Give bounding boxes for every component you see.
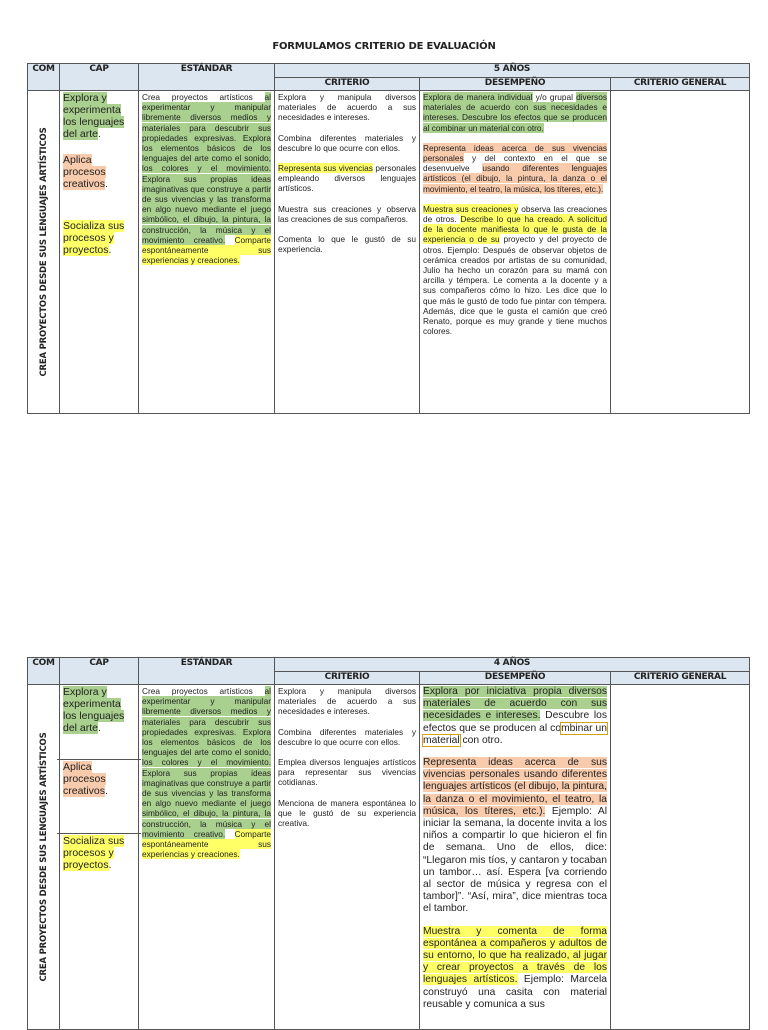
capacidades-cell (60, 685, 139, 1030)
criterio-general-cell[interactable] (611, 685, 750, 1030)
criterio-item: Combina diferentes materiales y descubre lo que ocurre con ellos. (278, 726, 416, 747)
estandar-cell (139, 685, 275, 1030)
estandar-text: Crea proyectos artísticos al experimentar y manipular libremente diversos medios y materiales para descubrir sus propiedades expresivas. Explora los elementos básicos de los lenguajes del arte como el sonido, los colores y el movimiento. Explora sus propias ideas imaginativas que construye a partir de sus vivencias y las transforma en algo nuevo mediante el juego simbólico, el dibujo, la pintura, la construcción, la música y el movimiento creativo. Comparte espontáneamente sus experiencias y creaciones. (142, 92, 271, 266)
competencia-cell (28, 685, 60, 1030)
estandar-cell (139, 91, 275, 414)
cap-explora: Explora y experimenta los lenguajes del arte. (63, 92, 125, 140)
desempeno-paragraph: Representa ideas acerca de sus vivencias personales y del contexto en el que se desenvuelve usando diferentes lenguajes artísticos (el dibujo, la pintura, la danza o el movimiento, el teatro, la música, los títeres, etc.). (423, 142, 607, 194)
header-desempeno: DESEMPEÑO (420, 672, 611, 685)
criterio-item: Comenta lo que le gustó de su experiencia. (278, 234, 416, 255)
criterio-item: Representa sus vivencias personales empleando diversos lenguajes artísticos. (278, 163, 416, 194)
cap-socializa: Socializa sus procesos y proyectos. (63, 220, 125, 256)
desempeno-cell (420, 91, 611, 414)
header-criterio: CRITERIO (275, 672, 420, 685)
criterio-cell (275, 685, 420, 1030)
criterio-item: Combina diferentes materiales y descubre lo que ocurre con ellos. (278, 132, 416, 153)
criterio-item: Explora y manipula diversos materiales de acuerdo a sus necesidades e intereses. (278, 92, 416, 123)
header-cap: CAP (60, 658, 139, 685)
cap-aplica: Aplica procesos creativos. (63, 154, 108, 190)
header-estandar: ESTÁNDAR (139, 658, 275, 685)
competencia-label: CREA PROYECTOS DESDE SUS LENGUAJES ARTÍSTICOS (38, 732, 49, 982)
header-com: COM (28, 64, 60, 91)
criterio-cell (275, 91, 420, 414)
criterio-item: Muestra sus creaciones y observa las creaciones de sus compañeros. (278, 203, 416, 224)
header-age: 4 AÑOS (275, 658, 750, 672)
header-criterio-general: CRITERIO GENERAL (611, 78, 750, 91)
competencia-cell (28, 91, 60, 414)
document-title: FORMULAMOS CRITERIO DE EVALUACIÓN (272, 41, 496, 52)
estandar-text: Crea proyectos artísticos al experimentar y manipular libremente diversos medios y materiales para descubrir sus propiedades expresivas. Explora los elementos básicos de los lenguajes del arte como el sonido, los colores y el movimiento. Explora sus propias ideas imaginativas que construye a partir de sus vivencias y las transforma en algo nuevo mediante el juego simbólico, el dibujo, la pintura, la construcción, la música y el movimiento creativo. Comparte espontáneamente sus experiencias y creaciones. (142, 686, 271, 860)
desempeno-paragraph: Representa ideas acerca de sus vivencias personales usando diferentes lenguajes artísticos (el dibujo, la pintura, la danza o el movimiento, el teatro, la música, los títeres, etc.). Ejemplo: Al iniciar la semana, la docente invita a los niños a compartir lo que hicieron el fin de semana. Uno de ellos, dice: “Llegaron mis tíos, y cantaron y tocaban un tambor… así. Espera [va corriendo al sector de música y regresa con el tambor]”. “Así, mira”, dice mientras toca el tambor. (423, 757, 607, 915)
desempeno-paragraph: Muestra y comenta de forma espontánea a compañeros y adultos de su entorno, lo que ha realizado, al jugar y crear proyectos a través de los lenguajes artísticos. Ejemplo: Marcela construyó una casita con material reusable y comunica a sus (423, 925, 607, 1010)
cap-socializa: Socializa sus procesos y proyectos. (63, 835, 125, 871)
criterio-item: Explora y manipula diversos materiales de acuerdo a sus necesidades e intereses. (278, 686, 416, 717)
header-estandar: ESTÁNDAR (139, 64, 275, 91)
desempeno-paragraph: Muestra sus creaciones y observa las creaciones de otros. Describe lo que ha creado. A solicitud de la docente manifiesta lo que le gusta de la experiencia o de su proyecto y del proyecto de otros. Ejemplo: Después de observar objetos de cerámica creados por artistas de su comunidad, Julio ha hecho un corazón para su mamá con arcilla y témpera. Le comenta a la docente y a sus compañeros cómo lo hizo. Les dice que lo que más le gustó de todo fue pintar con témpera. Además, dice que le gusta el camión que creó Renato, porque es muy grande y tiene muchos colores. (423, 203, 607, 337)
header-age: 5 AÑOS (275, 64, 750, 78)
header-cap: CAP (60, 64, 139, 91)
desempeno-paragraph: Explora por iniciativa propia diversos materiales de acuerdo con sus necesidades e intereses. Descubre los efectos que se producen al combinar un material con otro. (423, 686, 607, 746)
criterio-item: Menciona de manera espontánea lo que le gustó de su experiencia creativa. (278, 797, 416, 829)
desempeno-paragraph: Explora de manera individual y/o grupal diversos materiales de acuerdo con sus necesidades e intereses. Descubre los efectos que se producen al combinar un material con otro. (423, 92, 607, 133)
header-com: COM (28, 658, 60, 685)
header-criterio: CRITERIO (275, 78, 420, 91)
criterio-general-cell[interactable] (611, 91, 750, 414)
evaluation-table-4 (27, 657, 750, 1030)
capacidades-cell (60, 91, 139, 414)
header-criterio-general: CRITERIO GENERAL (611, 672, 750, 685)
header-desempeno: DESEMPEÑO (420, 78, 611, 91)
evaluation-table-5 (27, 63, 750, 414)
desempeno-cell (420, 685, 611, 1030)
cap-aplica: Aplica procesos creativos. (63, 761, 108, 797)
cap-explora: Explora y experimenta los lenguajes del arte. (63, 686, 125, 734)
criterio-item: Emplea diversos lenguajes artísticos para representar sus vivencias cotidianas. (278, 757, 416, 788)
competencia-label: CREA PROYECTOS DESDE SUS LENGUAJES ARTÍSTICOS (38, 127, 49, 377)
